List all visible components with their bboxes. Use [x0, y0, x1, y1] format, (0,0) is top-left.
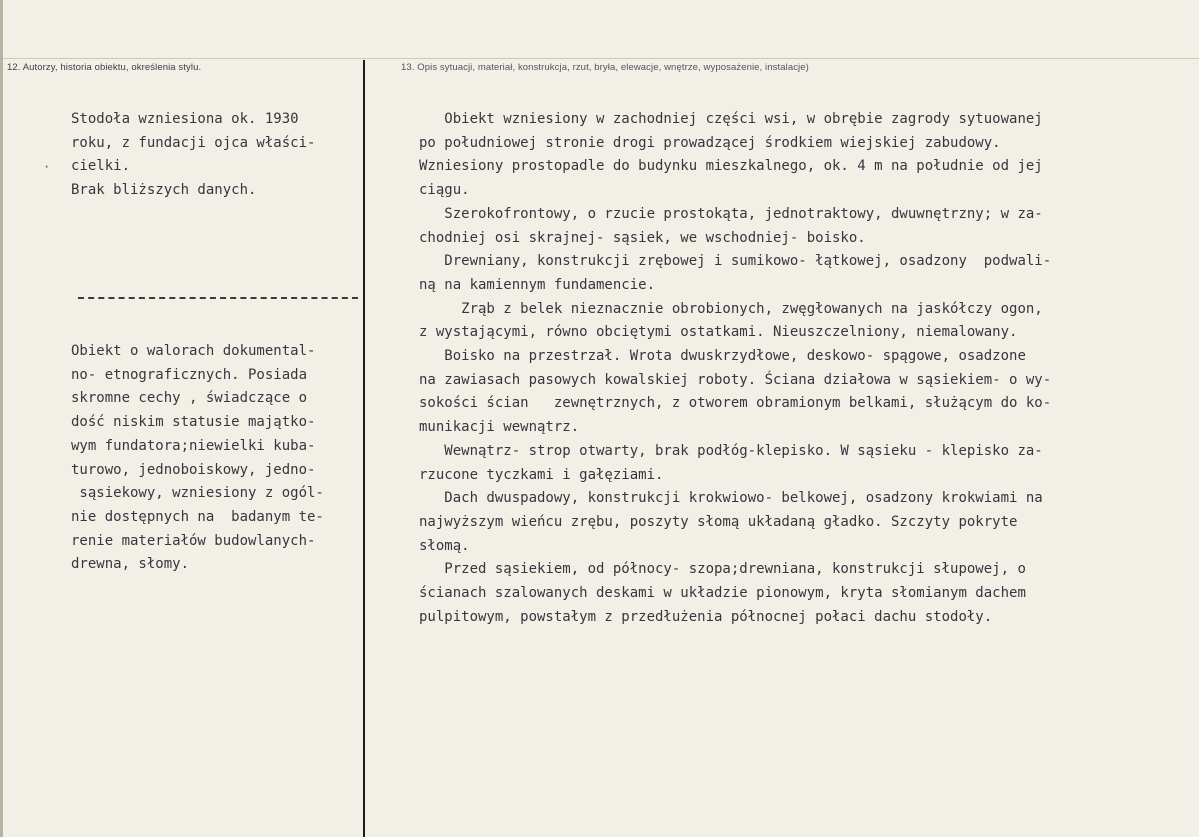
value-text: [71, 340, 371, 577]
description-line: Dach dwuspadowy, konstrukcji krokwiowo- belkowej, osadzony krokwiami na: [419, 490, 1043, 507]
value-line: no- etnograficznych. Posiada: [71, 366, 308, 383]
description-line: ną na kamiennym fundamencie.: [419, 276, 656, 293]
description-line: Wewnątrz- strop otwarty, brak podłóg-klepisko. W sąsieku - klepisko za-: [419, 442, 1043, 459]
description-line: ścianach szalowanych deskami w układzie pionowym, kryta słomianym dachem: [419, 585, 1026, 602]
description-line: z wystającymi, równo obciętymi ostatkami. Nieuszczelniony, niemalowany.: [419, 324, 1018, 341]
history-line: Stodoła wzniesiona ok. 1930: [71, 111, 299, 127]
description-line: ciągu.: [419, 182, 470, 199]
description-line: po południowej stronie drogi prowadzącej środkiem wiejskiej zabudowy.: [419, 134, 1001, 151]
header-rule: [3, 58, 1199, 59]
description-line: Zrąb z belek nieznacznie obrobionych, zwęgłowanych na jaskółczy ogon,: [419, 300, 1043, 317]
description-line: pulpitowym, powstałym z przedłużenia północnej połaci dachu stodoły.: [419, 608, 993, 625]
ink-dot: ·: [43, 160, 51, 174]
history-line: Brak bliższych danych.: [71, 182, 257, 199]
description-line: Obiekt wzniesiony w zachodniej części wsi, w obrębie zagrody sytuowanej: [419, 111, 1043, 127]
dashed-separator: [78, 297, 358, 299]
description-line: Boisko na przestrzał. Wrota dwuskrzydłowe, deskowo- spągowe, osadzone: [419, 348, 1026, 365]
description-text: [419, 108, 1199, 629]
value-line: Obiekt o walorach dokumental-: [71, 343, 316, 359]
value-line: dość niskim statusie majątko-: [71, 414, 316, 431]
value-line: wym fundatora;niewielki kuba-: [71, 437, 316, 454]
value-line: sąsiekowy, wzniesiony z ogól-: [71, 485, 324, 502]
history-line: roku, z fundacji ojca właści-: [71, 134, 316, 151]
value-line: renie materiałów budowlanych-: [71, 532, 316, 549]
value-line: turowo, jednoboiskowy, jedno-: [71, 461, 316, 478]
description-line: Wzniesiony prostopadle do budynku mieszkalnego, ok. 4 m na południe od jej: [419, 158, 1043, 175]
description-line: na zawiasach pasowych kowalskiej roboty. Ściana działowa w sąsiekiem- o wy-: [419, 371, 1052, 388]
description-line: munikacji wewnątrz.: [419, 419, 580, 436]
description-line: Przed sąsiekiem, od północy- szopa;drewniana, konstrukcji słupowej, o: [419, 561, 1026, 578]
section-13-header: 13. Opis sytuacji, materiał, konstrukcja, rzut, bryła, elewacje, wnętrze, wyposażenie, instalacje): [401, 62, 809, 73]
history-text: [71, 108, 371, 203]
description-line: słomą.: [419, 537, 470, 554]
value-line: skromne cechy , świadczące o: [71, 390, 308, 407]
value-line: nie dostępnych na badanym te-: [71, 508, 324, 525]
description-line: Drewniany, konstrukcji zrębowej i sumikowo- łątkowej, osadzony podwali-: [419, 253, 1052, 270]
description-line: chodniej osi skrajnej- sąsiek, we wschodniej- boisko.: [419, 229, 866, 246]
value-line: drewna, słomy.: [71, 556, 190, 573]
description-line: najwyższym wieńcu zrębu, poszyty słomą układaną gładko. Szczyty pokryte: [419, 513, 1018, 530]
description-line: sokości ścian zewnętrznych, z otworem obramionym belkami, służącym do ko-: [419, 395, 1052, 412]
description-line: Szerokofrontowy, o rzucie prostokąta, jednotraktowy, dwuwnętrzny; w za-: [419, 205, 1043, 222]
history-line: cielki.: [71, 158, 131, 175]
description-line: rzucone tyczkami i gałęziami.: [419, 466, 664, 483]
section-12-header: 12. Autorzy, historia obiektu, określenia stylu.: [7, 62, 202, 73]
